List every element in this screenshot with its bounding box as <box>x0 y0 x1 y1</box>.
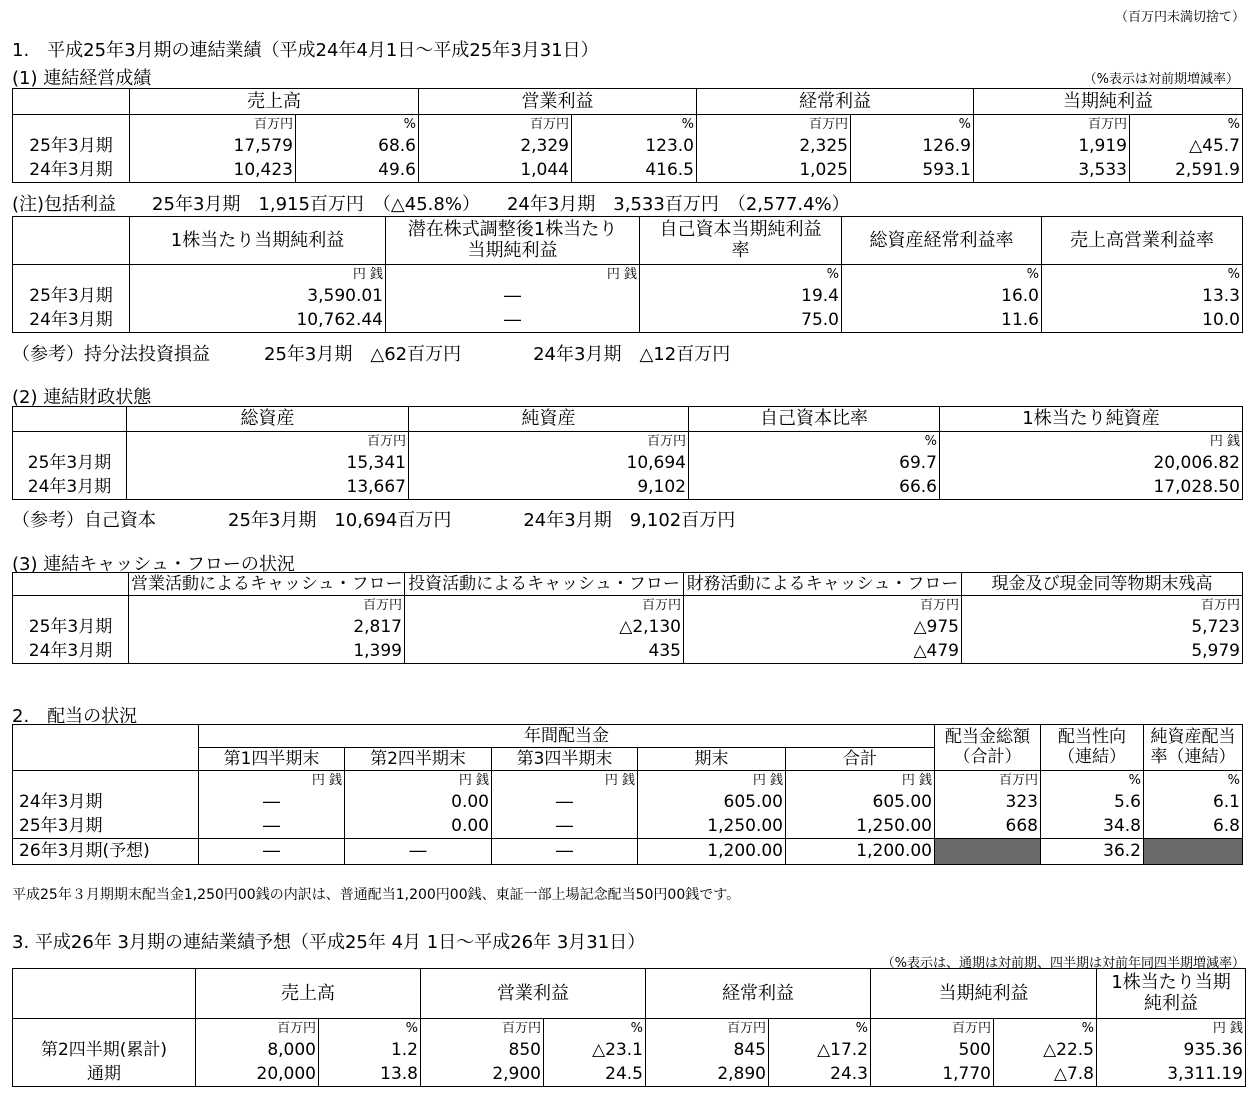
table-row: 25年3月期 2,817 △2,130 △975 5,723 <box>13 616 1243 640</box>
unit-label: 百万円 <box>646 1019 769 1039</box>
row-label: 24年3月期 <box>13 309 130 333</box>
unit-label: % <box>319 1019 421 1039</box>
row-label: 24年3月期 <box>13 159 130 183</box>
unit-label: 百万円 <box>196 1019 319 1039</box>
cf-header: 現金及び現金同等物期末残高 <box>962 573 1243 596</box>
row-label: 25年3月期 <box>13 452 127 476</box>
unit-label: 円 銭 <box>345 771 492 791</box>
equity-ref: （参考）自己資本 25年3月期 10,694百万円 24年3月期 9,102百万円 <box>12 510 736 531</box>
unit-label: 百万円 <box>697 115 851 135</box>
unit-label: % <box>769 1019 871 1039</box>
forecast-header: 売上高 <box>196 969 421 1019</box>
unit-label: % <box>296 115 419 135</box>
unit-label: % <box>689 432 940 452</box>
doe-header: 純資産配当 率（連結） <box>1144 725 1243 771</box>
eps-header: 総資産経常利益率 <box>842 217 1042 265</box>
unit-label: % <box>994 1019 1097 1039</box>
fin-header: 総資産 <box>127 407 409 432</box>
table-row: 26年3月期(予想) ― ― ― 1,200.00 1,200.00 36.2 <box>13 839 1243 865</box>
unit-label: 百万円 <box>974 115 1130 135</box>
unit-label: 円 銭 <box>1097 1019 1246 1039</box>
table-row: 25年3月期 ― 0.00 ― 1,250.00 1,250.00 668 34.8 6.8 <box>13 815 1243 839</box>
perf-subtitle: (1) 連結経営成績 <box>12 68 152 89</box>
forecast-header: 経常利益 <box>646 969 871 1019</box>
quarter-header: 第2四半期末 <box>345 748 492 771</box>
row-label: 25年3月期 <box>13 815 199 839</box>
fin-header: 自己資本比率 <box>689 407 940 432</box>
unit-label: % <box>851 115 974 135</box>
unit-label: 円 銭 <box>638 771 786 791</box>
row-label: 25年3月期 <box>13 285 130 309</box>
perf-header: 経常利益 <box>697 89 974 115</box>
table-row: 24年3月期 13,667 9,102 66.6 17,028.50 <box>13 476 1243 500</box>
table-row: 24年3月期 10,423 49.6 1,044 416.5 1,025 593.1 3,533 2,591.9 <box>13 159 1243 183</box>
unit-note: （百万円未満切捨て） <box>1114 10 1245 25</box>
comprehensive-income: (注)包括利益 25年3月期 1,915百万円 （△45.8%） 24年3月期 3,533百万円 （2,577.4%） <box>12 194 850 215</box>
row-label: 25年3月期 <box>13 616 129 640</box>
table-row: 通期 20,000 13.8 2,900 24.5 2,890 24.3 1,770 △7.8 3,311.19 <box>13 1063 1246 1087</box>
forecast-note: （%表示は、通期は対前期、四半期は対前年同四半期増減率） <box>881 956 1245 971</box>
unit-label: 円 銭 <box>130 265 386 285</box>
table-row: 第2四半期(累計) 8,000 1.2 850 △23.1 845 △17.2 500 △22.5 935.36 <box>13 1039 1246 1063</box>
forecast-header: 当期純利益 <box>871 969 1097 1019</box>
unit-label: 百万円 <box>409 432 689 452</box>
eps-header: 1株当たり当期純利益 <box>130 217 386 265</box>
unit-label: 円 銭 <box>199 771 345 791</box>
eps-header: 潜在株式調整後1株当たり 当期純利益 <box>386 217 640 265</box>
eps-table <box>12 216 1243 333</box>
perf-note: （%表示は対前期増減率） <box>1083 72 1239 87</box>
table-row: 24年3月期 1,399 435 △479 5,979 <box>13 640 1243 664</box>
fin-table <box>12 406 1243 500</box>
row-label: 通期 <box>13 1063 196 1087</box>
unit-label: 円 銭 <box>940 432 1243 452</box>
unit-label: 円 銭 <box>786 771 935 791</box>
forecast-header: 営業利益 <box>421 969 646 1019</box>
unit-label: 百万円 <box>871 1019 994 1039</box>
unit-label: 百万円 <box>935 771 1041 791</box>
unit-label: 百万円 <box>130 115 296 135</box>
perf-header: 営業利益 <box>419 89 697 115</box>
unit-label: 百万円 <box>962 596 1243 616</box>
unit-label: % <box>1042 265 1243 285</box>
table-row: 25年3月期 17,579 68.6 2,329 123.0 2,325 126.9 1,919 △45.7 <box>13 135 1243 159</box>
total-dividend-header: 配当金総額 （合計） <box>935 725 1041 771</box>
fin-header: 1株当たり純資産 <box>940 407 1243 432</box>
forecast-eps-header: 1株当たり当期 純利益 <box>1097 969 1246 1019</box>
eps-header: 売上高営業利益率 <box>1042 217 1243 265</box>
quarter-header: 第3四半期末 <box>492 748 638 771</box>
unit-label: 百万円 <box>419 115 572 135</box>
row-label: 25年3月期 <box>13 135 130 159</box>
shaded-cell <box>1144 839 1243 865</box>
perf-header: 売上高 <box>130 89 419 115</box>
table-row: 25年3月期 3,590.01 ― 19.4 16.0 13.3 <box>13 285 1243 309</box>
unit-label: % <box>842 265 1042 285</box>
table-row: 25年3月期 15,341 10,694 69.7 20,006.82 <box>13 452 1243 476</box>
annual-dividend-header: 年間配当金 <box>199 725 935 748</box>
dividend-table <box>12 724 1243 865</box>
quarter-header: 合計 <box>786 748 935 771</box>
row-label: 24年3月期 <box>13 476 127 500</box>
unit-label: 百万円 <box>129 596 405 616</box>
table-row: 24年3月期 10,762.44 ― 75.0 11.6 10.0 <box>13 309 1243 333</box>
cf-header: 営業活動によるキャッシュ・フロー <box>129 573 405 596</box>
forecast-title: 3. 平成26年 3月期の連結業績予想（平成25年 4月 1日～平成26年 3月31日） <box>12 932 646 953</box>
unit-label: 百万円 <box>405 596 684 616</box>
unit-label: % <box>1144 771 1243 791</box>
forecast-table <box>12 968 1246 1087</box>
cf-header: 財務活動によるキャッシュ・フロー <box>684 573 962 596</box>
cf-header: 投資活動によるキャッシュ・フロー <box>405 573 684 596</box>
unit-label: 百万円 <box>127 432 409 452</box>
quarter-header: 期末 <box>638 748 786 771</box>
equity-method-ref: （参考）持分法投資損益 25年3月期 △62百万円 24年3月期 △12百万円 <box>12 344 731 365</box>
payout-ratio-header: 配当性向 （連結） <box>1041 725 1144 771</box>
unit-label: % <box>1041 771 1144 791</box>
perf-header: 当期純利益 <box>974 89 1243 115</box>
unit-label: % <box>640 265 842 285</box>
row-label: 第2四半期(累計) <box>13 1039 196 1063</box>
eps-header: 自己資本当期純利益 率 <box>640 217 842 265</box>
unit-label: % <box>544 1019 646 1039</box>
cf-table <box>12 572 1243 664</box>
unit-label: 円 銭 <box>386 265 640 285</box>
unit-label: % <box>1130 115 1243 135</box>
dividend-title: 2. 配当の状況 <box>12 706 138 727</box>
fin-subtitle: (2) 連結財政状態 <box>12 387 152 408</box>
row-label: 26年3月期(予想) <box>13 839 199 865</box>
quarter-header: 第1四半期末 <box>199 748 345 771</box>
unit-label: % <box>572 115 697 135</box>
section1-title: 1. 平成25年3月期の連結業績（平成24年4月1日～平成25年3月31日） <box>12 40 599 61</box>
fin-header: 純資産 <box>409 407 689 432</box>
unit-label: 円 銭 <box>492 771 638 791</box>
table-row: 24年3月期 ― 0.00 ― 605.00 605.00 323 5.6 6.1 <box>13 791 1243 815</box>
cf-subtitle: (3) 連結キャッシュ・フローの状況 <box>12 554 295 575</box>
unit-label: 百万円 <box>684 596 962 616</box>
row-label: 24年3月期 <box>13 640 129 664</box>
shaded-cell <box>935 839 1041 865</box>
perf-table <box>12 88 1243 183</box>
unit-label: 百万円 <box>421 1019 544 1039</box>
row-label: 24年3月期 <box>13 791 199 815</box>
dividend-note: 平成25年３月期期末配当金1,250円00銭の内訳は、普通配当1,200円00銭、東証一部上場記念配当50円00銭です。 <box>12 887 741 903</box>
